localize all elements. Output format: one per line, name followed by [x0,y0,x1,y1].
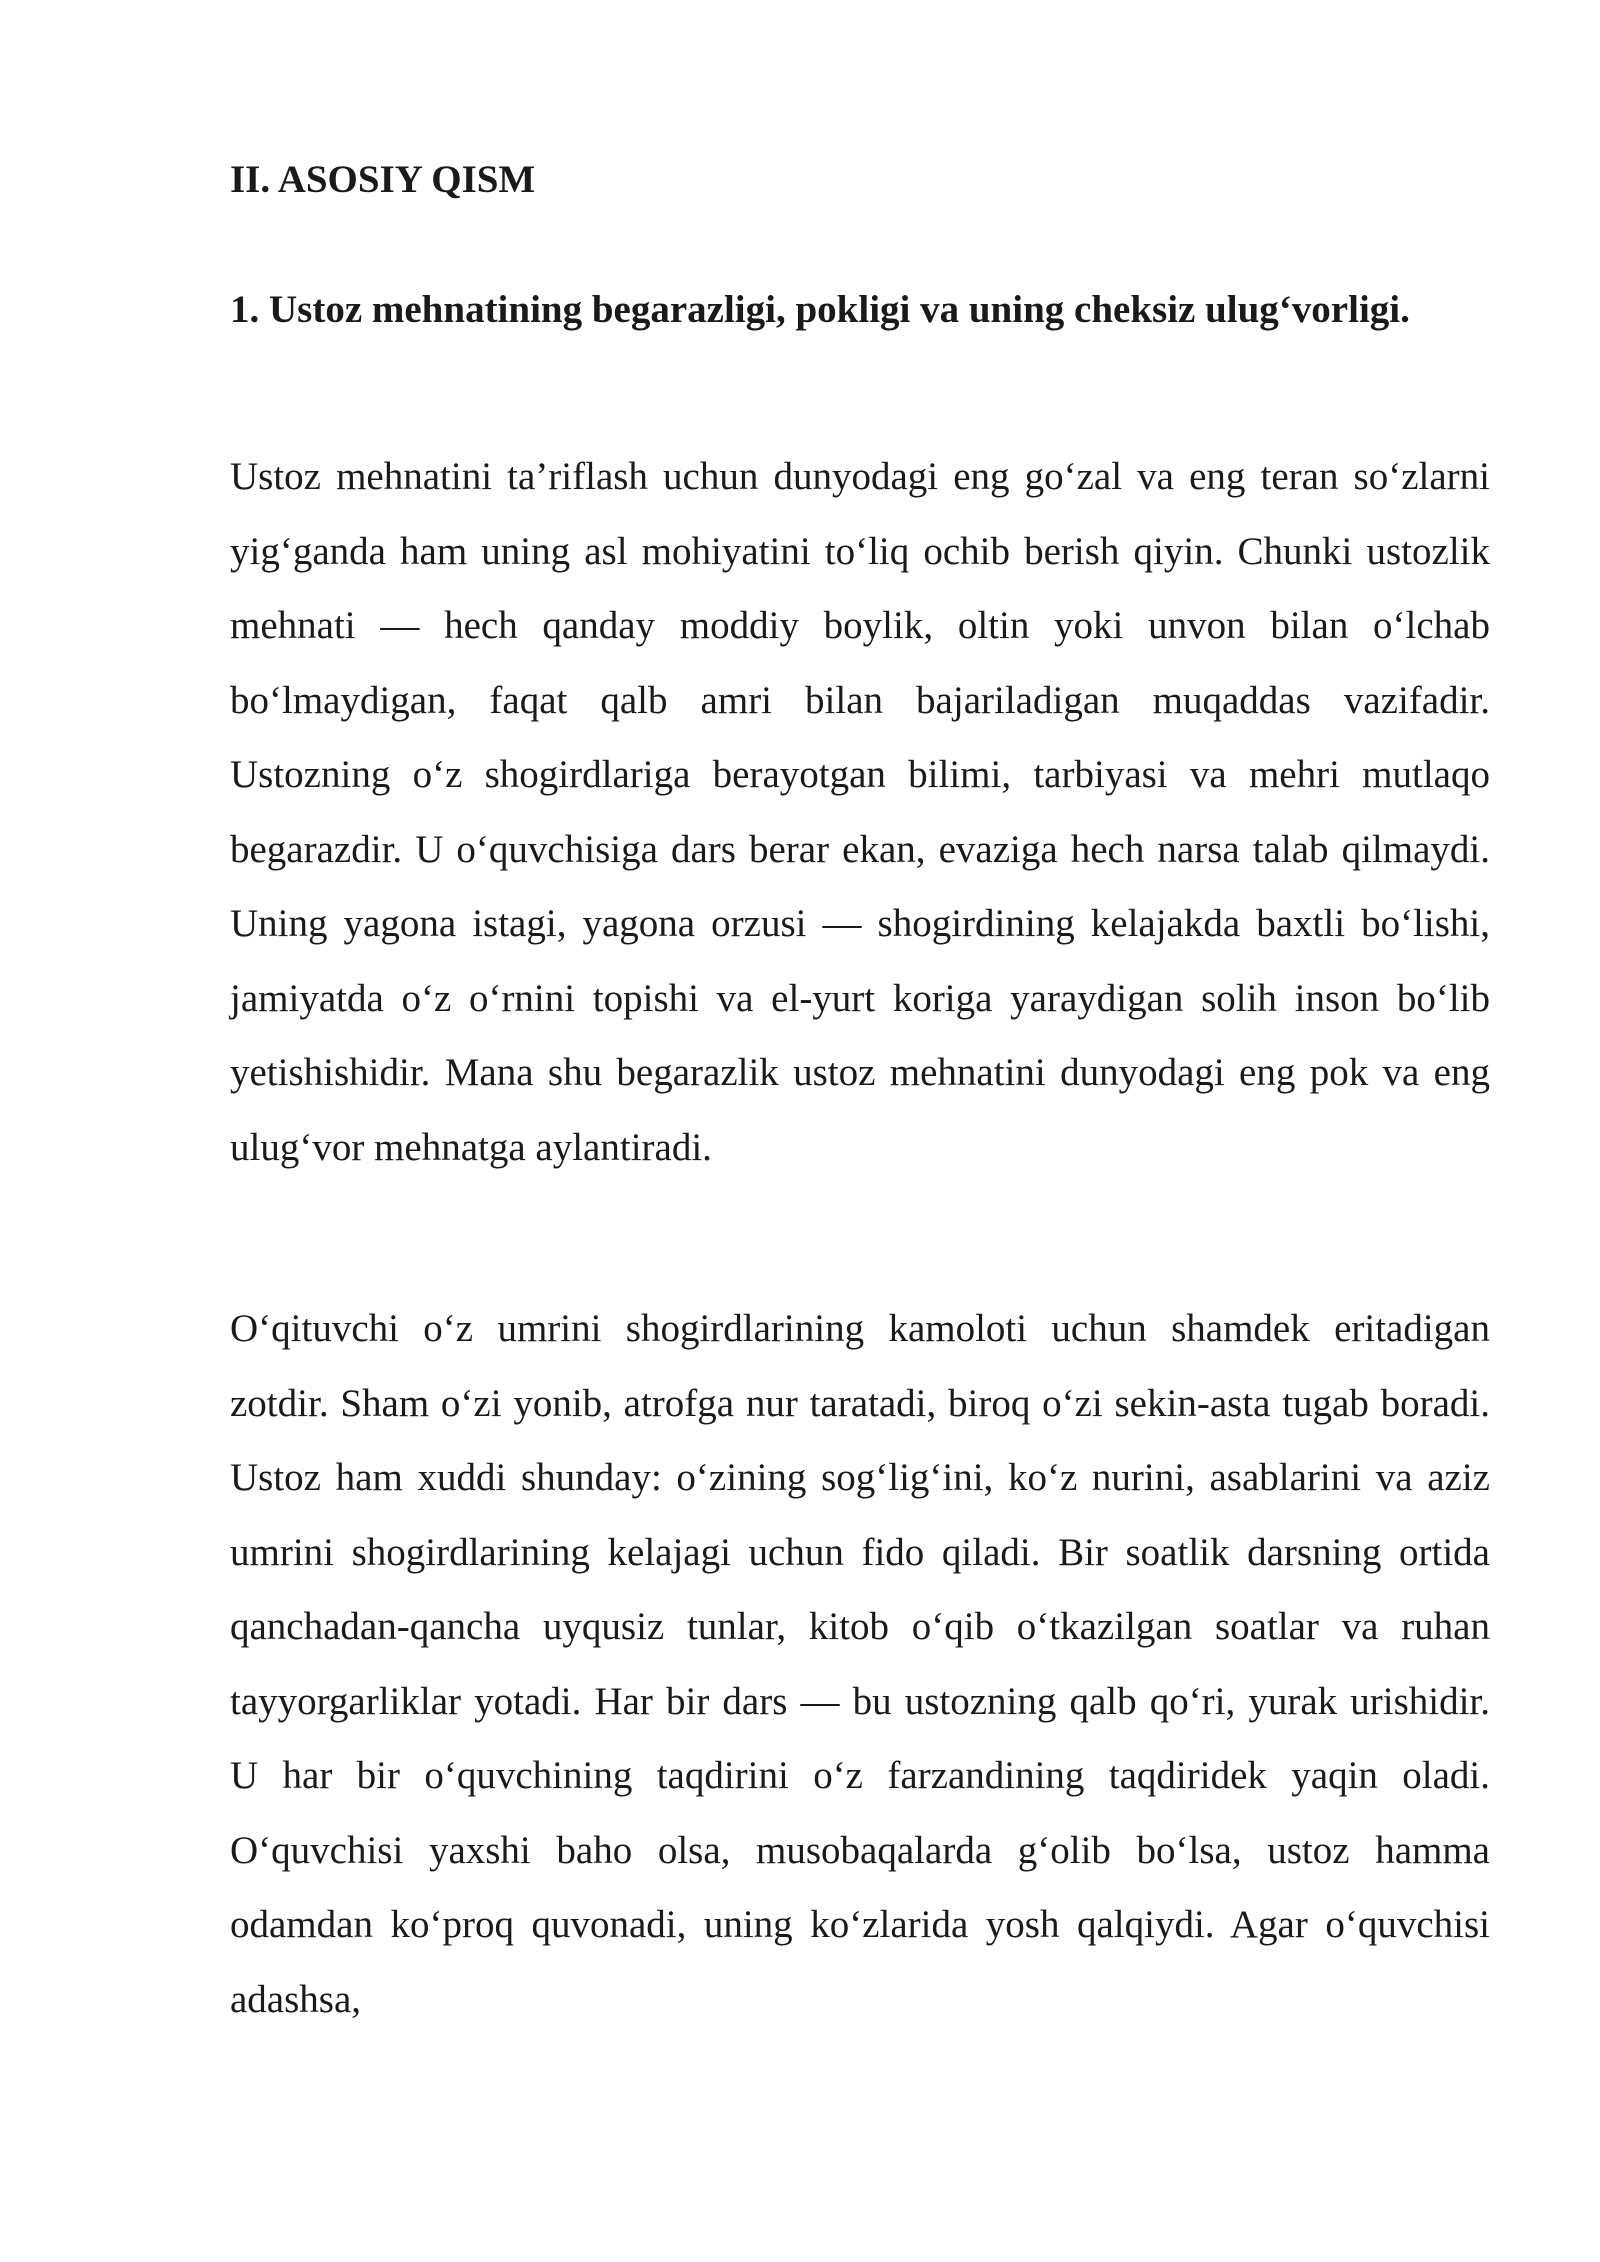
section-title: 1. Ustoz mehnatining begarazligi, pokligi va uning cheksiz ulug‘vorligi. [230,288,1410,331]
body-paragraph: O‘qituvchi o‘z umrini shogirdlarining kamoloti uchun shamdek eritadigan zotdir. Sham o‘zi yonib, atrofga nur taratadi, biroq o‘zi sekin-asta tugab boradi. Ustoz ham xuddi shunday: o‘zining sog‘lig‘ini, ko‘z nurini, asablarini va aziz umrini shogirdlarining kelajagi uchun fido qiladi. Bir soatlik darsning ortida qanchadan-qancha uyqusiz tunlar, kitob o‘qib o‘tkazilgan soatlar va ruhan tayyorgarliklar yotadi. Har bir dars — bu ustozning qalb qo‘ri, yurak urishidir. U har bir o‘quvchining taqdirini o‘z farzandining taqdiridek yaqin oladi. O‘quvchisi yaxshi baho olsa, musobaqalarda g‘olib bo‘lsa, ustoz hamma odamdan ko‘proq quvonadi, uning ko‘zlarida yosh qalqiydi. Agar o‘quvchisi adashsa, [230,1307,1490,2021]
body-paragraph: Ustoz mehnatini ta’riflash uchun dunyodagi eng go‘zal va eng teran so‘zlarni yig‘ganda ham uning asl mohiyatini to‘liq ochib berish qiyin. Chunki ustozlik mehnati — hech qanday moddiy boylik, oltin yoki unvon bilan o‘lchab bo‘lmaydigan, faqat qalb amri bilan bajariladigan muqaddas vazifadir. Ustozning o‘z shogirdlariga berayotgan bilimi, tarbiyasi va mehri mutlaqo begarazdir. U o‘quvchisiga dars berar ekan, evaziga hech narsa talab qilmaydi. Uning yagona istagi, yagona orzusi — shogirdining kelajakda baxtli bo‘lishi, jamiyatda o‘z o‘rnini topishi va el-yurt koriga yaraydigan solih inson bo‘lib yetishishidir. Mana shu begarazlik ustoz mehnatini dunyodagi eng pok va eng ulug‘vor mehnatga aylantiradi. [230,455,1490,1169]
document-page [230,0,1490,2262]
part-title: II. ASOSIY QISM [230,158,536,201]
